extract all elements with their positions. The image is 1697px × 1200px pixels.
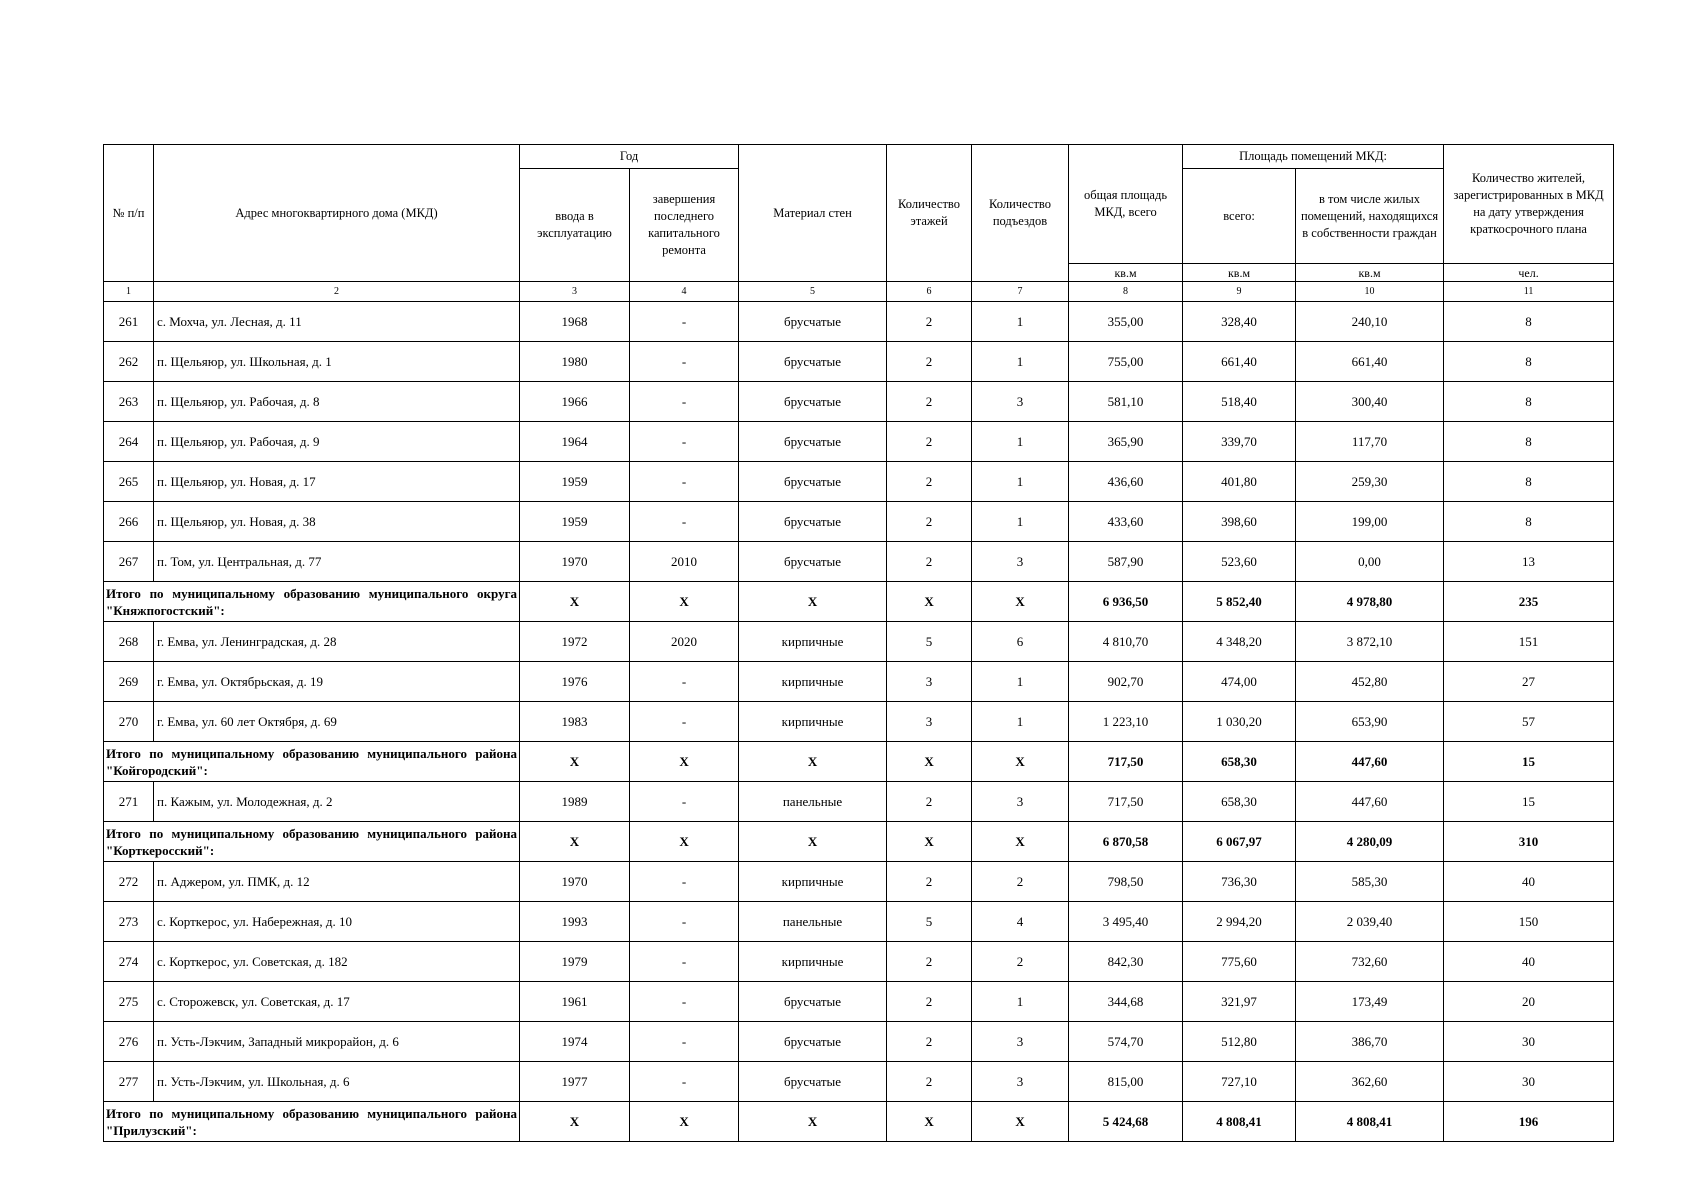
wall-material-cell: панельные <box>739 782 887 822</box>
residents-cell: 150 <box>1444 902 1614 942</box>
total-label-cell: Итого по муниципальному образованию муниципального района "Койгородский": <box>104 742 520 782</box>
total-area-cell: 581,10 <box>1069 382 1183 422</box>
residents-cell: 151 <box>1444 622 1614 662</box>
floors-cell: 3 <box>887 662 972 702</box>
area-private-cell: 585,30 <box>1296 862 1444 902</box>
entrances-cell: 1 <box>972 462 1069 502</box>
residents-cell: 196 <box>1444 1102 1614 1142</box>
row-number: 269 <box>104 662 154 702</box>
address-cell: п. Щельяюр, ул. Рабочая, д. 9 <box>154 422 520 462</box>
commission-year-cell: 1993 <box>520 902 630 942</box>
wall-material-cell: X <box>739 582 887 622</box>
total-row <box>104 822 1614 862</box>
entrances-cell: 3 <box>972 1022 1069 1062</box>
area-private-cell: 386,70 <box>1296 1022 1444 1062</box>
header-commission-year: ввода в эксплуатацию <box>520 169 630 282</box>
commission-year-cell: 1974 <box>520 1022 630 1062</box>
floors-cell: 2 <box>887 342 972 382</box>
row-number: 277 <box>104 1062 154 1102</box>
wall-material-cell: кирпичные <box>739 702 887 742</box>
area-all-cell: 658,30 <box>1183 782 1296 822</box>
table-row <box>104 302 1614 342</box>
area-private-cell: 173,49 <box>1296 982 1444 1022</box>
residents-cell: 30 <box>1444 1022 1614 1062</box>
header-year-group: Год <box>520 145 739 169</box>
header-area-private: в том числе жилых помещений, находящихся в собственности граждан <box>1296 169 1444 264</box>
area-private-cell: 4 978,80 <box>1296 582 1444 622</box>
housing-register-table <box>103 144 1614 1142</box>
total-area-cell: 4 810,70 <box>1069 622 1183 662</box>
entrances-cell: 3 <box>972 382 1069 422</box>
entrances-cell: 1 <box>972 662 1069 702</box>
last-repair-year-cell: - <box>630 382 739 422</box>
last-repair-year-cell: - <box>630 422 739 462</box>
unit-total-area: кв.м <box>1069 264 1183 282</box>
residents-cell: 30 <box>1444 1062 1614 1102</box>
column-number: 3 <box>520 282 630 302</box>
area-private-cell: 661,40 <box>1296 342 1444 382</box>
table-row <box>104 982 1614 1022</box>
entrances-cell: 2 <box>972 862 1069 902</box>
area-all-cell: 4 808,41 <box>1183 1102 1296 1142</box>
table-row <box>104 1062 1614 1102</box>
header-wall-material: Материал стен <box>739 145 887 282</box>
area-private-cell: 240,10 <box>1296 302 1444 342</box>
row-number: 262 <box>104 342 154 382</box>
commission-year-cell: 1959 <box>520 462 630 502</box>
row-number: 264 <box>104 422 154 462</box>
residents-cell: 27 <box>1444 662 1614 702</box>
area-private-cell: 199,00 <box>1296 502 1444 542</box>
floors-cell: 2 <box>887 1062 972 1102</box>
floors-cell: 3 <box>887 702 972 742</box>
row-number: 261 <box>104 302 154 342</box>
total-area-cell: 355,00 <box>1069 302 1183 342</box>
total-area-cell: 365,90 <box>1069 422 1183 462</box>
area-all-cell: 2 994,20 <box>1183 902 1296 942</box>
table-row <box>104 382 1614 422</box>
wall-material-cell: кирпичные <box>739 662 887 702</box>
commission-year-cell: 1964 <box>520 422 630 462</box>
address-cell: г. Емва, ул. Октябрьская, д. 19 <box>154 662 520 702</box>
header-entrances: Количество подъездов <box>972 145 1069 282</box>
area-all-cell: 512,80 <box>1183 1022 1296 1062</box>
area-all-cell: 518,40 <box>1183 382 1296 422</box>
header-residents: Количество жителей, зарегистрированных в МКД на дату утверждения краткосрочного плана <box>1444 145 1614 264</box>
entrances-cell: 2 <box>972 942 1069 982</box>
column-number: 8 <box>1069 282 1183 302</box>
total-label-cell: Итого по муниципальному образованию муниципального округа "Княжпогостский": <box>104 582 520 622</box>
column-number: 11 <box>1444 282 1614 302</box>
address-cell: п. Усть-Лэкчим, ул. Школьная, д. 6 <box>154 1062 520 1102</box>
column-number: 9 <box>1183 282 1296 302</box>
area-all-cell: 328,40 <box>1183 302 1296 342</box>
commission-year-cell: 1989 <box>520 782 630 822</box>
row-number: 268 <box>104 622 154 662</box>
area-private-cell: 732,60 <box>1296 942 1444 982</box>
commission-year-cell: 1979 <box>520 942 630 982</box>
area-private-cell: 2 039,40 <box>1296 902 1444 942</box>
wall-material-cell: брусчатые <box>739 302 887 342</box>
floors-cell: 2 <box>887 782 972 822</box>
entrances-cell: 4 <box>972 902 1069 942</box>
residents-cell: 40 <box>1444 862 1614 902</box>
total-label-cell: Итого по муниципальному образованию муниципального района "Корткеросский": <box>104 822 520 862</box>
header-last-repair-year: завершения последнего капитального ремонта <box>630 169 739 282</box>
table-row <box>104 622 1614 662</box>
last-repair-year-cell: 2010 <box>630 542 739 582</box>
total-area-cell: 5 424,68 <box>1069 1102 1183 1142</box>
address-cell: с. Сторожевск, ул. Советская, д. 17 <box>154 982 520 1022</box>
address-cell: г. Емва, ул. 60 лет Октября, д. 69 <box>154 702 520 742</box>
wall-material-cell: брусчатые <box>739 462 887 502</box>
residents-cell: 8 <box>1444 302 1614 342</box>
floors-cell: X <box>887 822 972 862</box>
column-number: 6 <box>887 282 972 302</box>
commission-year-cell: 1972 <box>520 622 630 662</box>
area-all-cell: 5 852,40 <box>1183 582 1296 622</box>
header-number: № п/п <box>104 145 154 282</box>
address-cell: п. Усть-Лэкчим, Западный микрорайон, д. 6 <box>154 1022 520 1062</box>
last-repair-year-cell: X <box>630 582 739 622</box>
total-area-cell: 6 936,50 <box>1069 582 1183 622</box>
table-row <box>104 902 1614 942</box>
entrances-cell: X <box>972 1102 1069 1142</box>
total-area-cell: 6 870,58 <box>1069 822 1183 862</box>
unit-residents: чел. <box>1444 264 1614 282</box>
commission-year-cell: 1977 <box>520 1062 630 1102</box>
area-private-cell: 362,60 <box>1296 1062 1444 1102</box>
area-private-cell: 447,60 <box>1296 782 1444 822</box>
header-floors: Количество этажей <box>887 145 972 282</box>
floors-cell: 2 <box>887 1022 972 1062</box>
table-row <box>104 862 1614 902</box>
wall-material-cell: брусчатые <box>739 1062 887 1102</box>
table-row <box>104 502 1614 542</box>
column-numbers-row <box>104 282 1614 302</box>
floors-cell: 2 <box>887 502 972 542</box>
entrances-cell: 6 <box>972 622 1069 662</box>
wall-material-cell: кирпичные <box>739 942 887 982</box>
table-row <box>104 782 1614 822</box>
commission-year-cell: 1976 <box>520 662 630 702</box>
area-private-cell: 0,00 <box>1296 542 1444 582</box>
area-private-cell: 259,30 <box>1296 462 1444 502</box>
total-area-cell: 717,50 <box>1069 782 1183 822</box>
row-number: 275 <box>104 982 154 1022</box>
address-cell: с. Корткерос, ул. Набережная, д. 10 <box>154 902 520 942</box>
row-number: 273 <box>104 902 154 942</box>
residents-cell: 57 <box>1444 702 1614 742</box>
entrances-cell: 1 <box>972 502 1069 542</box>
header-area-group: Площадь помещений МКД: <box>1183 145 1444 169</box>
last-repair-year-cell: - <box>630 502 739 542</box>
total-area-cell: 755,00 <box>1069 342 1183 382</box>
last-repair-year-cell: - <box>630 862 739 902</box>
table-body <box>104 302 1614 1142</box>
area-all-cell: 321,97 <box>1183 982 1296 1022</box>
address-cell: п. Аджером, ул. ПМК, д. 12 <box>154 862 520 902</box>
row-number: 276 <box>104 1022 154 1062</box>
floors-cell: 5 <box>887 902 972 942</box>
last-repair-year-cell: 2020 <box>630 622 739 662</box>
entrances-cell: 1 <box>972 702 1069 742</box>
area-private-cell: 4 808,41 <box>1296 1102 1444 1142</box>
entrances-cell: 3 <box>972 542 1069 582</box>
table-row <box>104 1022 1614 1062</box>
last-repair-year-cell: X <box>630 1102 739 1142</box>
last-repair-year-cell: - <box>630 1022 739 1062</box>
total-area-cell: 717,50 <box>1069 742 1183 782</box>
floors-cell: 2 <box>887 542 972 582</box>
entrances-cell: 3 <box>972 1062 1069 1102</box>
housing-register-sheet <box>103 144 1614 1142</box>
floors-cell: 2 <box>887 862 972 902</box>
last-repair-year-cell: - <box>630 342 739 382</box>
entrances-cell: 1 <box>972 302 1069 342</box>
residents-cell: 40 <box>1444 942 1614 982</box>
unit-area-private: кв.м <box>1296 264 1444 282</box>
residents-cell: 20 <box>1444 982 1614 1022</box>
wall-material-cell: X <box>739 742 887 782</box>
column-number: 2 <box>154 282 520 302</box>
last-repair-year-cell: - <box>630 782 739 822</box>
entrances-cell: 3 <box>972 782 1069 822</box>
residents-cell: 8 <box>1444 422 1614 462</box>
last-repair-year-cell: X <box>630 822 739 862</box>
area-all-cell: 4 348,20 <box>1183 622 1296 662</box>
header-area-all: всего: <box>1183 169 1296 264</box>
last-repair-year-cell: - <box>630 302 739 342</box>
row-number: 274 <box>104 942 154 982</box>
wall-material-cell: X <box>739 822 887 862</box>
table-row <box>104 462 1614 502</box>
total-area-cell: 815,00 <box>1069 1062 1183 1102</box>
residents-cell: 8 <box>1444 502 1614 542</box>
last-repair-year-cell: - <box>630 702 739 742</box>
floors-cell: 5 <box>887 622 972 662</box>
area-all-cell: 1 030,20 <box>1183 702 1296 742</box>
commission-year-cell: X <box>520 582 630 622</box>
floors-cell: X <box>887 742 972 782</box>
wall-material-cell: брусчатые <box>739 502 887 542</box>
table-row <box>104 422 1614 462</box>
last-repair-year-cell: - <box>630 1062 739 1102</box>
total-area-cell: 1 223,10 <box>1069 702 1183 742</box>
row-number: 270 <box>104 702 154 742</box>
area-private-cell: 653,90 <box>1296 702 1444 742</box>
last-repair-year-cell: - <box>630 462 739 502</box>
area-all-cell: 401,80 <box>1183 462 1296 502</box>
area-all-cell: 339,70 <box>1183 422 1296 462</box>
area-all-cell: 661,40 <box>1183 342 1296 382</box>
commission-year-cell: X <box>520 1102 630 1142</box>
wall-material-cell: брусчатые <box>739 982 887 1022</box>
column-number: 7 <box>972 282 1069 302</box>
address-cell: п. Щельяюр, ул. Новая, д. 38 <box>154 502 520 542</box>
table-row <box>104 342 1614 382</box>
commission-year-cell: 1970 <box>520 542 630 582</box>
total-row <box>104 742 1614 782</box>
area-private-cell: 3 872,10 <box>1296 622 1444 662</box>
commission-year-cell: 1983 <box>520 702 630 742</box>
last-repair-year-cell: - <box>630 662 739 702</box>
floors-cell: X <box>887 582 972 622</box>
column-number: 1 <box>104 282 154 302</box>
entrances-cell: X <box>972 822 1069 862</box>
wall-material-cell: брусчатые <box>739 1022 887 1062</box>
address-cell: п. Щельяюр, ул. Школьная, д. 1 <box>154 342 520 382</box>
wall-material-cell: X <box>739 1102 887 1142</box>
area-private-cell: 452,80 <box>1296 662 1444 702</box>
address-cell: с. Корткерос, ул. Советская, д. 182 <box>154 942 520 982</box>
header-address: Адрес многоквартирного дома (МКД) <box>154 145 520 282</box>
header-total-area: общая площадь МКД, всего <box>1069 145 1183 264</box>
total-area-cell: 3 495,40 <box>1069 902 1183 942</box>
commission-year-cell: 1980 <box>520 342 630 382</box>
address-cell: с. Мохча, ул. Лесная, д. 11 <box>154 302 520 342</box>
total-area-cell: 842,30 <box>1069 942 1183 982</box>
row-number: 272 <box>104 862 154 902</box>
address-cell: п. Кажым, ул. Молодежная, д. 2 <box>154 782 520 822</box>
entrances-cell: 1 <box>972 422 1069 462</box>
address-cell: п. Щельяюр, ул. Новая, д. 17 <box>154 462 520 502</box>
floors-cell: 2 <box>887 462 972 502</box>
residents-cell: 235 <box>1444 582 1614 622</box>
wall-material-cell: брусчатые <box>739 422 887 462</box>
table-row <box>104 662 1614 702</box>
address-cell: г. Емва, ул. Ленинградская, д. 28 <box>154 622 520 662</box>
row-number: 265 <box>104 462 154 502</box>
total-area-cell: 798,50 <box>1069 862 1183 902</box>
total-row <box>104 1102 1614 1142</box>
commission-year-cell: 1959 <box>520 502 630 542</box>
area-private-cell: 447,60 <box>1296 742 1444 782</box>
entrances-cell: 1 <box>972 342 1069 382</box>
last-repair-year-cell: - <box>630 982 739 1022</box>
entrances-cell: X <box>972 742 1069 782</box>
area-all-cell: 775,60 <box>1183 942 1296 982</box>
commission-year-cell: 1966 <box>520 382 630 422</box>
residents-cell: 8 <box>1444 382 1614 422</box>
residents-cell: 13 <box>1444 542 1614 582</box>
last-repair-year-cell: - <box>630 942 739 982</box>
floors-cell: X <box>887 1102 972 1142</box>
area-all-cell: 727,10 <box>1183 1062 1296 1102</box>
commission-year-cell: 1970 <box>520 862 630 902</box>
wall-material-cell: брусчатые <box>739 342 887 382</box>
residents-cell: 310 <box>1444 822 1614 862</box>
residents-cell: 8 <box>1444 462 1614 502</box>
floors-cell: 2 <box>887 422 972 462</box>
column-number: 10 <box>1296 282 1444 302</box>
unit-area-all: кв.м <box>1183 264 1296 282</box>
wall-material-cell: кирпичные <box>739 622 887 662</box>
wall-material-cell: панельные <box>739 902 887 942</box>
column-number: 4 <box>630 282 739 302</box>
last-repair-year-cell: X <box>630 742 739 782</box>
last-repair-year-cell: - <box>630 902 739 942</box>
commission-year-cell: 1968 <box>520 302 630 342</box>
area-all-cell: 736,30 <box>1183 862 1296 902</box>
wall-material-cell: кирпичные <box>739 862 887 902</box>
total-label-cell: Итого по муниципальному образованию муниципального района "Прилузский": <box>104 1102 520 1142</box>
total-area-cell: 344,68 <box>1069 982 1183 1022</box>
residents-cell: 8 <box>1444 342 1614 382</box>
entrances-cell: X <box>972 582 1069 622</box>
commission-year-cell: 1961 <box>520 982 630 1022</box>
address-cell: п. Щельяюр, ул. Рабочая, д. 8 <box>154 382 520 422</box>
area-private-cell: 300,40 <box>1296 382 1444 422</box>
floors-cell: 2 <box>887 982 972 1022</box>
column-number: 5 <box>739 282 887 302</box>
total-row <box>104 582 1614 622</box>
row-number: 266 <box>104 502 154 542</box>
row-number: 267 <box>104 542 154 582</box>
total-area-cell: 433,60 <box>1069 502 1183 542</box>
commission-year-cell: X <box>520 742 630 782</box>
commission-year-cell: X <box>520 822 630 862</box>
table-row <box>104 542 1614 582</box>
floors-cell: 2 <box>887 382 972 422</box>
total-area-cell: 436,60 <box>1069 462 1183 502</box>
address-cell: п. Том, ул. Центральная, д. 77 <box>154 542 520 582</box>
area-all-cell: 6 067,97 <box>1183 822 1296 862</box>
total-area-cell: 574,70 <box>1069 1022 1183 1062</box>
table-row <box>104 702 1614 742</box>
residents-cell: 15 <box>1444 782 1614 822</box>
entrances-cell: 1 <box>972 982 1069 1022</box>
wall-material-cell: брусчатые <box>739 542 887 582</box>
area-all-cell: 658,30 <box>1183 742 1296 782</box>
area-all-cell: 474,00 <box>1183 662 1296 702</box>
total-area-cell: 587,90 <box>1069 542 1183 582</box>
table-header <box>104 145 1614 302</box>
area-all-cell: 523,60 <box>1183 542 1296 582</box>
table-row <box>104 942 1614 982</box>
area-private-cell: 4 280,09 <box>1296 822 1444 862</box>
row-number: 263 <box>104 382 154 422</box>
residents-cell: 15 <box>1444 742 1614 782</box>
area-private-cell: 117,70 <box>1296 422 1444 462</box>
floors-cell: 2 <box>887 302 972 342</box>
area-all-cell: 398,60 <box>1183 502 1296 542</box>
wall-material-cell: брусчатые <box>739 382 887 422</box>
row-number: 271 <box>104 782 154 822</box>
total-area-cell: 902,70 <box>1069 662 1183 702</box>
floors-cell: 2 <box>887 942 972 982</box>
